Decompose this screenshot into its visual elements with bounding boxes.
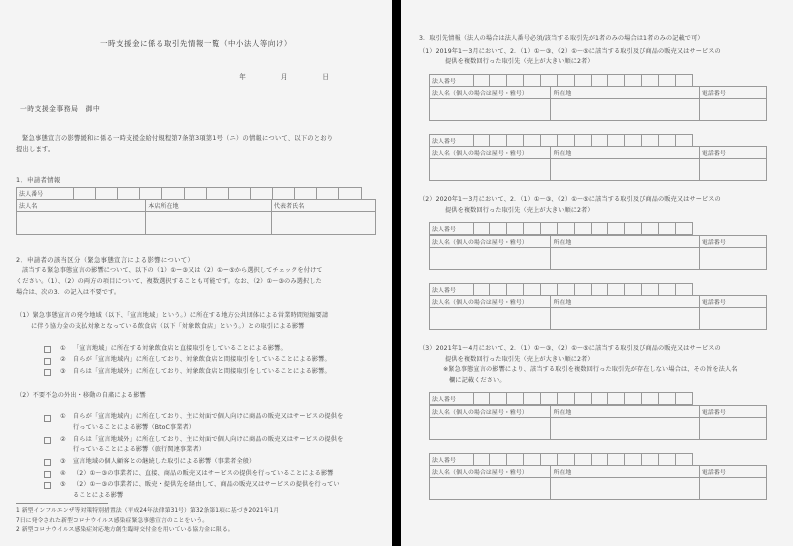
label-representative: 代表者氏名 <box>271 200 375 212</box>
label-corp-name: 法人名（個人の場合は屋号・雅号） <box>430 466 551 478</box>
checkbox-label <box>73 435 376 456</box>
corp-number-cell[interactable] <box>490 223 507 235</box>
checkbox-row[interactable] <box>16 344 376 355</box>
applicant-info-table <box>16 199 376 235</box>
group-2-heading-line-1: （2）不要不急の外出・移動の自粛による影響 <box>16 391 146 399</box>
footnote-rule <box>16 503 108 504</box>
corp-number-cell[interactable] <box>524 393 541 405</box>
label-phone: 電話番号 <box>699 147 767 159</box>
corp-number-cell[interactable] <box>591 453 608 465</box>
head-office-input[interactable] <box>146 212 272 235</box>
section-2-intro-line-1: 該当する緊急事態宣言の影響について、以下の（1）①ー③又は（2）①ー⑤から選択してチェックを付けて <box>22 267 323 275</box>
corp-number-cell[interactable] <box>659 453 676 465</box>
phone-input[interactable] <box>699 478 767 500</box>
corp-number-cell[interactable] <box>524 283 541 295</box>
section-3-heading-block <box>419 34 779 45</box>
corp-number-cell[interactable] <box>557 135 574 147</box>
corp-number-cell[interactable] <box>557 453 574 465</box>
corp-number-cell[interactable] <box>625 135 642 147</box>
table-header-row <box>430 87 767 99</box>
section-2-intro-line-3: 場合は、次の3．の記入は不要です。 <box>16 288 121 296</box>
corp-number-cell[interactable] <box>591 135 608 147</box>
representative-input[interactable] <box>271 212 375 235</box>
table-row <box>430 223 693 235</box>
corp-number-cell[interactable] <box>642 453 659 465</box>
label-corp-number: 法人番号 <box>17 188 74 200</box>
label-corp-name: 法人名（個人の場合は屋号・雅号） <box>430 147 551 159</box>
addressee: 一時支援金事務局 御中 <box>20 105 101 113</box>
table-row <box>430 159 767 181</box>
corp-number-cell[interactable] <box>250 188 272 200</box>
corp-number-cell[interactable] <box>140 188 162 200</box>
checkbox-label <box>73 355 376 366</box>
corp-number-cell[interactable] <box>524 74 541 86</box>
corp-number-cell[interactable] <box>675 453 692 465</box>
checkbox-label <box>73 457 376 468</box>
partner-info-table <box>429 86 767 121</box>
checkbox-label-line-1: 自らが「宣言地域内」に所在しており、主に対面で個人向けに商品の販売又はサービスの提供を <box>73 413 344 421</box>
corp-number-cell[interactable] <box>574 74 591 86</box>
checkbox-label-line-1: 自らは「宣言地域外」に所在しており、主に対面で個人向けに商品の販売又はサービスの提供を <box>73 435 344 443</box>
date-month-label: 月 <box>280 73 289 81</box>
corp-name-input[interactable] <box>430 247 551 269</box>
phone-input[interactable] <box>699 247 767 269</box>
checkbox-row[interactable] <box>16 435 376 456</box>
subsection-1-line-1: （1）2019年1～3月において、2．（1）①～③、（2）①～⑤に該当する取引及び商品の販売又はサービスの <box>419 47 721 55</box>
label-corp-number: 法人番号 <box>430 453 474 465</box>
table-header-row <box>430 147 767 159</box>
corp-number-cell[interactable] <box>524 223 541 235</box>
corp-number-cell[interactable] <box>574 223 591 235</box>
checkbox-label-line-2: ることによる影響 <box>73 491 124 499</box>
checkbox-row[interactable] <box>16 469 376 480</box>
corp-number-cell[interactable] <box>317 188 339 200</box>
corp-name-input[interactable] <box>430 99 551 121</box>
checkbox-icon[interactable] <box>44 369 51 376</box>
section-2-heading: 2．申請者の該当区分（緊急事態宣言による影響について） <box>16 256 195 265</box>
table-header-row <box>430 235 767 247</box>
label-corp-name: 法人名（個人の場合は屋号・雅号） <box>430 87 551 99</box>
checkbox-label-line-1: （2）①～③の事業者に、直接、商品の販売又はサービスの提供を行っていることによる影響 <box>73 469 334 477</box>
checkbox-number: ① <box>60 344 66 352</box>
corp-number-cell[interactable] <box>507 135 524 147</box>
group-2-checkbox-list <box>16 412 376 501</box>
corp-number-cell[interactable] <box>608 135 625 147</box>
footnotes <box>16 507 376 536</box>
corp-number-cell[interactable] <box>675 393 692 405</box>
corp-number-cell[interactable] <box>608 283 625 295</box>
corp-number-cell[interactable] <box>642 74 659 86</box>
location-input[interactable] <box>551 99 699 121</box>
table-header-row <box>430 296 767 308</box>
table-header-row <box>430 405 767 417</box>
corp-number-cell[interactable] <box>625 453 642 465</box>
corp-number-cell[interactable] <box>490 74 507 86</box>
label-phone: 電話番号 <box>699 405 767 417</box>
corp-number-cell[interactable] <box>541 393 558 405</box>
partner-corp-number-table <box>429 222 693 235</box>
corp-number-cell[interactable] <box>608 453 625 465</box>
corp-number-cell[interactable] <box>625 223 642 235</box>
label-corp-name: 法人名（個人の場合は屋号・雅号） <box>430 296 551 308</box>
corp-number-cell[interactable] <box>541 453 558 465</box>
page-title: 一時支援金に係る取引先情報一覧（中小法人等向け） <box>100 39 292 48</box>
table-row <box>430 247 767 269</box>
corp-number-cell[interactable] <box>574 135 591 147</box>
corp-number-cell[interactable] <box>162 188 184 200</box>
corp-number-cell[interactable] <box>507 283 524 295</box>
checkbox-label-line-1: 宣言地域の個人顧客との継続した取引による影響（事業者全般） <box>73 457 256 465</box>
table-header-row <box>17 200 376 212</box>
label-location: 所在地 <box>551 296 699 308</box>
corp-name-input[interactable] <box>17 212 146 235</box>
checkbox-label-line-1: 自らが「宣言地域内」に所在しており、対象飲食店と間接取引をしていることによる影響。 <box>73 356 331 364</box>
partner-info-table <box>429 295 767 330</box>
table-row <box>430 99 767 121</box>
corp-number-cell[interactable] <box>659 283 676 295</box>
corp-number-cell[interactable] <box>557 223 574 235</box>
table-row <box>17 188 362 200</box>
partner-info-table <box>429 465 767 500</box>
checkbox-number: ③ <box>60 457 66 465</box>
page-gutter <box>392 0 401 546</box>
corp-number-cell[interactable] <box>675 223 692 235</box>
corp-number-cell[interactable] <box>507 223 524 235</box>
lead-line-2: 提出します。 <box>16 146 55 154</box>
partner-info-table <box>429 146 767 181</box>
checkbox-label <box>73 344 376 355</box>
footnote-line: 7日に発令された新型コロナウイルス感染症緊急事態宣言のことをいう。 <box>16 517 209 524</box>
subsection-1-line-2: 提供を複数回行った取引先（売上が大きい順に2者） <box>445 58 594 66</box>
partner-corp-number-table <box>429 392 693 405</box>
corp-number-cell[interactable] <box>625 74 642 86</box>
label-location: 所在地 <box>551 235 699 247</box>
partner-info-table <box>429 405 767 440</box>
corp-number-cell[interactable] <box>675 135 692 147</box>
corp-number-cell[interactable] <box>557 393 574 405</box>
location-input[interactable] <box>551 159 699 181</box>
corp-number-cell[interactable] <box>541 74 558 86</box>
table-header-row <box>430 466 767 478</box>
corp-number-cell[interactable] <box>524 453 541 465</box>
page-left <box>0 0 392 546</box>
corp-number-cell[interactable] <box>541 135 558 147</box>
checkbox-row[interactable] <box>16 457 376 468</box>
corp-number-cell[interactable] <box>490 135 507 147</box>
table-row <box>430 393 693 405</box>
partner-corp-number-table <box>429 283 693 296</box>
corp-number-cell[interactable] <box>507 453 524 465</box>
corp-number-cell[interactable] <box>591 393 608 405</box>
corp-number-cell[interactable] <box>507 74 524 86</box>
applicant-corp-number-table <box>16 187 362 200</box>
section-2-intro-line-2: ください。（1）、（2）の両方の項目について、複数選択することも可能です。なお、（2）①～③のみ選択した <box>16 278 322 286</box>
label-corp-number: 法人番号 <box>430 135 474 147</box>
checkbox-row[interactable] <box>16 480 376 501</box>
label-phone: 電話番号 <box>699 235 767 247</box>
corp-number-cell[interactable] <box>118 188 140 200</box>
corp-number-cell[interactable] <box>295 188 317 200</box>
checkbox-label-line-1: 「宣言地域」に所在する対象飲食店と直接取引をしていることによる影響。 <box>73 344 287 352</box>
label-corp-name: 法人名（個人の場合は屋号・雅号） <box>430 235 551 247</box>
checkbox-icon[interactable] <box>44 346 51 353</box>
corp-number-cell[interactable] <box>541 283 558 295</box>
checkbox-label <box>73 469 376 480</box>
table-row <box>430 453 693 465</box>
subsection-3-heading <box>419 344 779 386</box>
partner-table-group <box>429 283 767 330</box>
checkbox-label-line-2: 行っていることによる影響（旅行関連事業者） <box>73 446 206 454</box>
phone-input[interactable] <box>699 159 767 181</box>
label-location: 所在地 <box>551 466 699 478</box>
corp-number-cell[interactable] <box>659 223 676 235</box>
subsection-1-heading <box>419 47 779 68</box>
corp-number-cell[interactable] <box>74 188 96 200</box>
corp-number-cell[interactable] <box>273 188 295 200</box>
corp-number-cell[interactable] <box>473 135 490 147</box>
subsection-3-line-1: （3）2021年1～4月において、2．（1）①～③、（2）①～⑤に該当する取引及び商品の販売又はサービスの <box>419 345 721 353</box>
group-1-checkbox-list <box>16 344 376 378</box>
corp-number-cell[interactable] <box>507 393 524 405</box>
table-row <box>430 478 767 500</box>
subsection-2-line-2: 提供を複数回行った取引先（売上が大きい順に2者） <box>445 206 594 214</box>
checkbox-icon[interactable] <box>44 358 51 365</box>
checkbox-number: ① <box>60 413 66 421</box>
table-row <box>430 308 767 330</box>
location-input[interactable] <box>551 478 699 500</box>
corp-number-cell[interactable] <box>339 188 361 200</box>
corp-name-input[interactable] <box>430 308 551 330</box>
label-location: 所在地 <box>551 405 699 417</box>
checkbox-number: ⑤ <box>60 481 66 489</box>
corp-number-cell[interactable] <box>642 283 659 295</box>
checkbox-number: ③ <box>60 368 66 376</box>
table-row <box>430 417 767 439</box>
label-phone: 電話番号 <box>699 296 767 308</box>
date-line <box>16 71 330 81</box>
checkbox-number: ④ <box>60 469 66 477</box>
label-location: 所在地 <box>551 147 699 159</box>
subsection-3-note-1: ※緊急事態宣言の影響により、該当する取引を複数回行った取引先が存在しない場合は、その旨を法人名 <box>443 366 738 374</box>
section-2-intro <box>16 266 376 298</box>
corp-number-cell[interactable] <box>184 188 206 200</box>
corp-number-cell[interactable] <box>659 393 676 405</box>
corp-number-cell[interactable] <box>659 135 676 147</box>
checkbox-label-line-1: （2）①～③の事業者に、販売・提供先を経由して、商品の販売又はサービスの提供を行ってい <box>73 481 340 489</box>
phone-input[interactable] <box>699 308 767 330</box>
partner-table-group <box>429 222 767 269</box>
corp-number-cell[interactable] <box>490 393 507 405</box>
section-1-heading: 1．申請者情報 <box>16 176 61 185</box>
corp-number-cell[interactable] <box>659 74 676 86</box>
corp-name-input[interactable] <box>430 159 551 181</box>
partner-table-group <box>429 134 767 181</box>
corp-name-input[interactable] <box>430 417 551 439</box>
checkbox-label <box>73 480 376 501</box>
corp-number-cell[interactable] <box>96 188 118 200</box>
table-row <box>430 283 693 295</box>
checkbox-row[interactable] <box>16 355 376 366</box>
checkbox-row[interactable] <box>16 367 376 378</box>
date-year-label: 年 <box>239 73 247 81</box>
corp-number-cell[interactable] <box>490 283 507 295</box>
corp-number-cell[interactable] <box>557 283 574 295</box>
corp-number-cell[interactable] <box>608 74 625 86</box>
corp-number-cell[interactable] <box>625 283 642 295</box>
corp-number-cell[interactable] <box>608 393 625 405</box>
location-input[interactable] <box>551 247 699 269</box>
partner-corp-number-table <box>429 74 693 87</box>
group-1-heading <box>16 311 376 332</box>
corp-number-cell[interactable] <box>675 283 692 295</box>
checkbox-icon[interactable] <box>44 482 51 489</box>
corp-number-cell[interactable] <box>206 188 228 200</box>
lead-line-1: 緊急事態宣言の影響緩和に係る一時支援金給付規程第7条第3項第1号（ニ）の情報について、以下のとおり <box>22 135 334 142</box>
corp-number-cell[interactable] <box>541 223 558 235</box>
footnote-line: 1 新型インフルエンザ等対策特別措置法（平成24年法律第31号）第32条第1項に基づき2021年1月 <box>16 508 280 515</box>
corp-number-cell[interactable] <box>473 74 490 86</box>
corp-number-cell[interactable] <box>591 283 608 295</box>
checkbox-number: ② <box>60 435 66 443</box>
group-2-heading <box>16 391 376 402</box>
corp-number-cell[interactable] <box>625 393 642 405</box>
label-corp-number: 法人番号 <box>430 283 474 295</box>
corp-number-cell[interactable] <box>524 135 541 147</box>
partner-info-table <box>429 235 767 270</box>
corp-number-cell[interactable] <box>574 393 591 405</box>
corp-number-cell[interactable] <box>473 393 490 405</box>
table-row <box>430 135 693 147</box>
partner-corp-number-table <box>429 134 693 147</box>
label-corp-name: 法人名 <box>17 200 146 212</box>
group-1-heading-line-2: に伴う協力金の支払対象となっている飲食店（以下「対象飲食店」という。）との取引による影響 <box>31 323 305 331</box>
partner-corp-number-table <box>429 453 693 466</box>
corp-number-cell[interactable] <box>473 283 490 295</box>
partner-table-group <box>429 74 767 121</box>
footnote-line: 2 新型コロナウイルス感染症対応地方創生臨時交付金を用いている協力金に限る。 <box>16 527 234 534</box>
subsection-2-line-1: （2）2020年1～3月において、2．（1）①～③、（2）①～⑤に該当する取引及び商品の販売又はサービスの <box>419 196 721 204</box>
location-input[interactable] <box>551 417 699 439</box>
corp-number-cell[interactable] <box>473 223 490 235</box>
partner-table-group <box>429 392 767 439</box>
label-corp-name: 法人名（個人の場合は屋号・雅号） <box>430 405 551 417</box>
table-row <box>17 212 376 235</box>
section-3-heading: 3．取引先情報（法人の場合は法人番号必須/該当する取引先が1者のみの場合は1者のみの記載で可） <box>419 35 704 42</box>
footnote-block <box>16 503 376 536</box>
checkbox-icon[interactable] <box>44 415 51 422</box>
corp-name-input[interactable] <box>430 478 551 500</box>
corp-number-cell[interactable] <box>591 223 608 235</box>
checkbox-label-line-2: 行っていることによる影響（BtoC事業者） <box>73 424 196 431</box>
corp-number-cell[interactable] <box>490 453 507 465</box>
checkbox-row[interactable] <box>16 412 376 433</box>
label-phone: 電話番号 <box>699 466 767 478</box>
subsection-3-line-2: 提供を複数回行った取引先（売上が大きい順に2者） <box>445 355 594 363</box>
corp-number-cell[interactable] <box>557 74 574 86</box>
phone-input[interactable] <box>699 99 767 121</box>
corp-number-cell[interactable] <box>642 135 659 147</box>
checkbox-number: ② <box>60 356 66 364</box>
checkbox-icon[interactable] <box>44 437 51 444</box>
corp-number-cell[interactable] <box>591 74 608 86</box>
label-phone: 電話番号 <box>699 87 767 99</box>
corp-number-cell[interactable] <box>608 223 625 235</box>
table-row <box>430 74 693 86</box>
lead-paragraph <box>16 133 376 155</box>
label-location: 所在地 <box>551 87 699 99</box>
label-corp-number: 法人番号 <box>430 393 474 405</box>
checkbox-icon[interactable] <box>44 471 51 478</box>
subsection-2-heading <box>419 195 779 216</box>
checkbox-label <box>73 412 376 433</box>
label-corp-number: 法人番号 <box>430 223 474 235</box>
checkbox-icon[interactable] <box>44 459 51 466</box>
corp-number-cell[interactable] <box>642 223 659 235</box>
partner-table-group <box>429 453 767 500</box>
corp-number-cell[interactable] <box>228 188 250 200</box>
page-right <box>401 0 793 546</box>
checkbox-label-line-1: 自らは「宣言地域外」に所在しており、対象飲食店と間接取引をしていることによる影響。 <box>73 368 331 376</box>
corp-number-cell[interactable] <box>473 453 490 465</box>
phone-input[interactable] <box>699 417 767 439</box>
location-input[interactable] <box>551 308 699 330</box>
corp-number-cell[interactable] <box>642 393 659 405</box>
corp-number-cell[interactable] <box>574 453 591 465</box>
subsection-3-note-2: 欄に記載ください。 <box>449 376 506 384</box>
label-head-office: 本店所在地 <box>146 200 272 212</box>
group-1-heading-line-1: （1）緊急事態宣言の発令地域（以下、「宣言地域」という。）に所在する地方公共団体による営業時間短縮要請 <box>16 312 329 320</box>
corp-number-cell[interactable] <box>574 283 591 295</box>
label-corp-number: 法人番号 <box>430 74 474 86</box>
checkbox-label <box>73 367 376 378</box>
date-day-label: 日 <box>322 73 330 81</box>
corp-number-cell[interactable] <box>675 74 692 86</box>
